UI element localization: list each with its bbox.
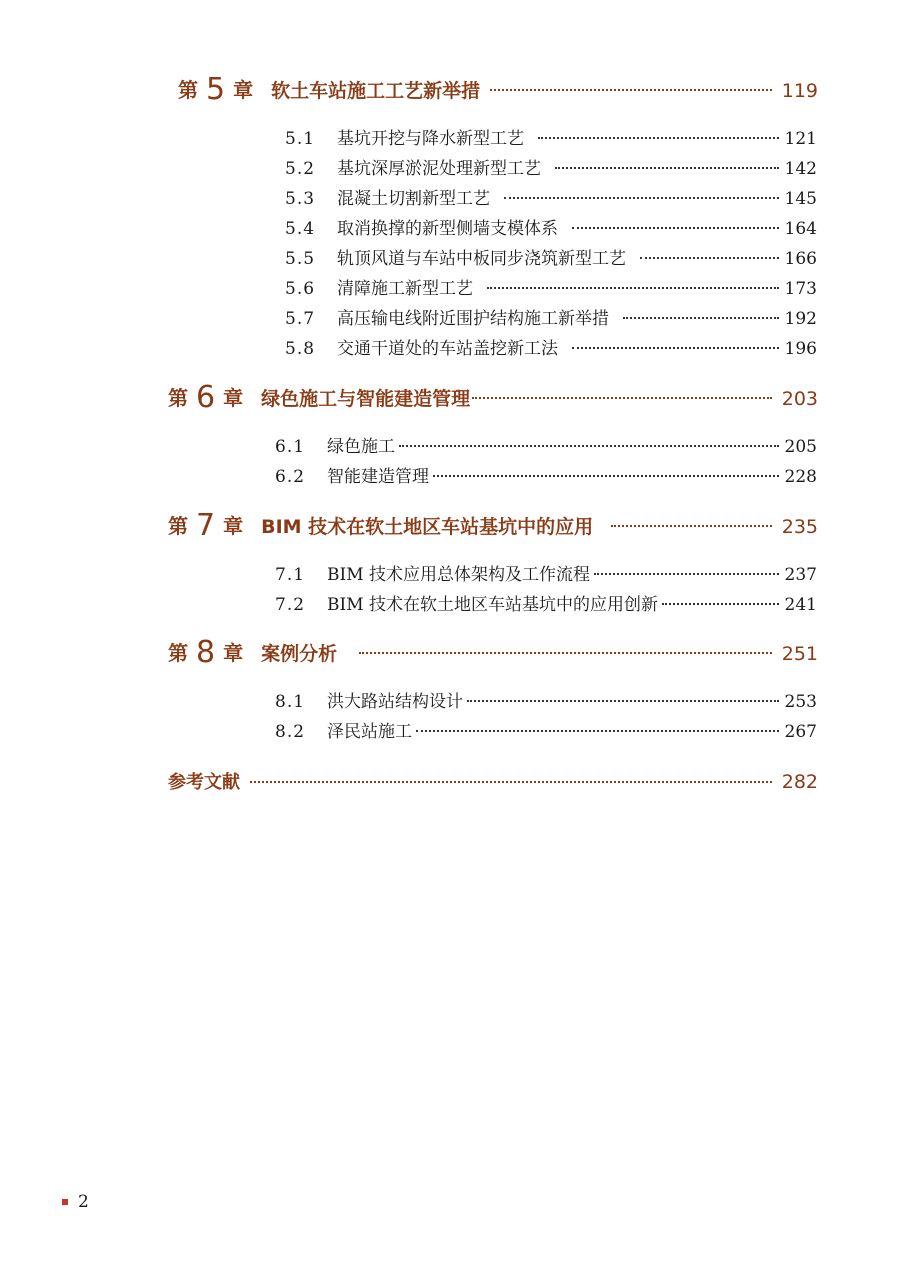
dot-leader <box>433 475 779 477</box>
chapter-prefix: 第 <box>168 514 188 538</box>
section-title: 交通干道处的车站盖挖新工法 <box>337 339 558 359</box>
dot-leader <box>662 603 779 605</box>
square-bullet-icon <box>62 1199 68 1205</box>
section-number: 5.4 <box>285 219 316 239</box>
dot-leader <box>504 197 779 199</box>
chapter-number: 7 <box>196 508 216 543</box>
page-number: 2 <box>78 1192 89 1212</box>
section-entry[interactable] <box>275 590 817 615</box>
section-page: 237 <box>784 565 817 585</box>
dot-leader <box>416 730 779 732</box>
section-title: 高压输电线附近围护结构施工新举措 <box>337 309 609 329</box>
section-page: 121 <box>784 129 817 149</box>
section-number: 5.7 <box>285 309 316 329</box>
section-page: 173 <box>784 279 817 299</box>
section-entry[interactable] <box>275 560 817 585</box>
section-number: 8.1 <box>275 692 306 712</box>
section-entry[interactable] <box>275 462 817 487</box>
section-title: BIM 技术在软土地区车站基坑中的应用创新 <box>327 595 659 615</box>
dot-leader <box>359 652 772 654</box>
section-title: 轨顶风道与车站中板同步浇筑新型工艺 <box>337 249 626 269</box>
chapter-suffix: 章 <box>233 78 254 102</box>
section-entry[interactable] <box>285 184 817 209</box>
dot-leader <box>572 227 779 229</box>
chapter-page: 235 <box>781 516 818 538</box>
dot-leader <box>594 573 779 575</box>
dot-leader <box>399 445 779 447</box>
section-page: 192 <box>784 309 817 329</box>
section-page: 228 <box>784 467 817 487</box>
chapter-prefix: 第 <box>168 641 188 665</box>
section-entry[interactable] <box>275 717 817 742</box>
section-number: 6.2 <box>275 467 306 487</box>
section-title: 取消换撑的新型侧墙支模体系 <box>337 219 558 239</box>
section-entry[interactable] <box>275 687 817 712</box>
references-title: 参考文献 <box>168 772 240 793</box>
section-page: 205 <box>784 437 817 457</box>
section-number: 8.2 <box>275 722 306 742</box>
section-entry[interactable] <box>285 244 817 269</box>
section-page: 241 <box>784 595 817 615</box>
section-entry[interactable] <box>285 154 817 179</box>
dot-leader <box>623 317 779 319</box>
section-title: 清障施工新型工艺 <box>337 279 473 299</box>
section-number: 7.1 <box>275 565 306 585</box>
section-title: 智能建造管理 <box>327 467 429 487</box>
section-number: 5.5 <box>285 249 316 269</box>
dot-leader <box>555 167 779 169</box>
dot-leader <box>472 397 772 399</box>
section-number: 6.1 <box>275 437 306 457</box>
chapter-entry[interactable] <box>168 378 818 413</box>
section-title: BIM 技术应用总体架构及工作流程 <box>327 565 591 585</box>
dot-leader <box>490 89 772 91</box>
section-entry[interactable] <box>275 432 817 457</box>
section-number: 5.2 <box>285 159 316 179</box>
section-page: 166 <box>784 249 817 269</box>
section-number: 7.2 <box>275 595 306 615</box>
section-title: 基坑开挖与降水新型工艺 <box>337 129 524 149</box>
references-page: 282 <box>781 771 818 793</box>
chapter-page: 251 <box>781 643 818 665</box>
chapter-entry[interactable] <box>178 70 818 105</box>
chapter-number: 8 <box>196 635 216 670</box>
dot-leader <box>572 347 779 349</box>
section-entry[interactable] <box>285 304 817 329</box>
chapter-entry[interactable] <box>168 506 818 541</box>
section-entry[interactable] <box>285 124 817 149</box>
section-page: 145 <box>784 189 817 209</box>
section-page: 267 <box>784 722 817 742</box>
dot-leader <box>640 257 779 259</box>
section-entry[interactable] <box>285 214 817 239</box>
chapter-prefix: 第 <box>168 386 188 410</box>
dot-leader <box>467 700 779 702</box>
chapter-page: 203 <box>781 388 818 410</box>
chapter-suffix: 章 <box>223 386 244 410</box>
section-entry[interactable] <box>285 334 817 359</box>
section-page: 253 <box>784 692 817 712</box>
section-title: 混凝土切割新型工艺 <box>337 189 490 209</box>
dot-leader <box>611 525 772 527</box>
section-page: 196 <box>784 339 817 359</box>
dot-leader <box>487 287 779 289</box>
section-number: 5.8 <box>285 339 316 359</box>
chapter-title: BIM 技术在软土地区车站基坑中的应用 <box>261 516 594 538</box>
section-entry[interactable] <box>285 274 817 299</box>
chapter-suffix: 章 <box>223 514 244 538</box>
section-number: 5.3 <box>285 189 316 209</box>
section-number: 5.1 <box>285 129 316 149</box>
section-title: 绿色施工 <box>327 437 395 457</box>
chapter-title: 绿色施工与智能建造管理 <box>261 388 471 410</box>
references-entry[interactable] <box>168 768 818 794</box>
dot-leader <box>538 137 779 139</box>
section-number: 5.6 <box>285 279 316 299</box>
section-title: 洪大路站结构设计 <box>327 692 463 712</box>
chapter-suffix: 章 <box>223 641 244 665</box>
section-page: 164 <box>784 219 817 239</box>
chapter-number: 5 <box>206 72 226 107</box>
section-title: 基坑深厚淤泥处理新型工艺 <box>337 159 541 179</box>
chapter-entry[interactable] <box>168 633 818 668</box>
section-page: 142 <box>784 159 817 179</box>
chapter-prefix: 第 <box>178 78 198 102</box>
dot-leader <box>250 781 772 783</box>
section-title: 泽民站施工 <box>327 722 412 742</box>
chapter-title: 案例分析 <box>261 643 338 665</box>
page-footer <box>62 1192 89 1212</box>
chapter-title: 软土车站施工工艺新举措 <box>271 80 481 102</box>
chapter-page: 119 <box>781 80 818 102</box>
chapter-number: 6 <box>196 380 216 415</box>
